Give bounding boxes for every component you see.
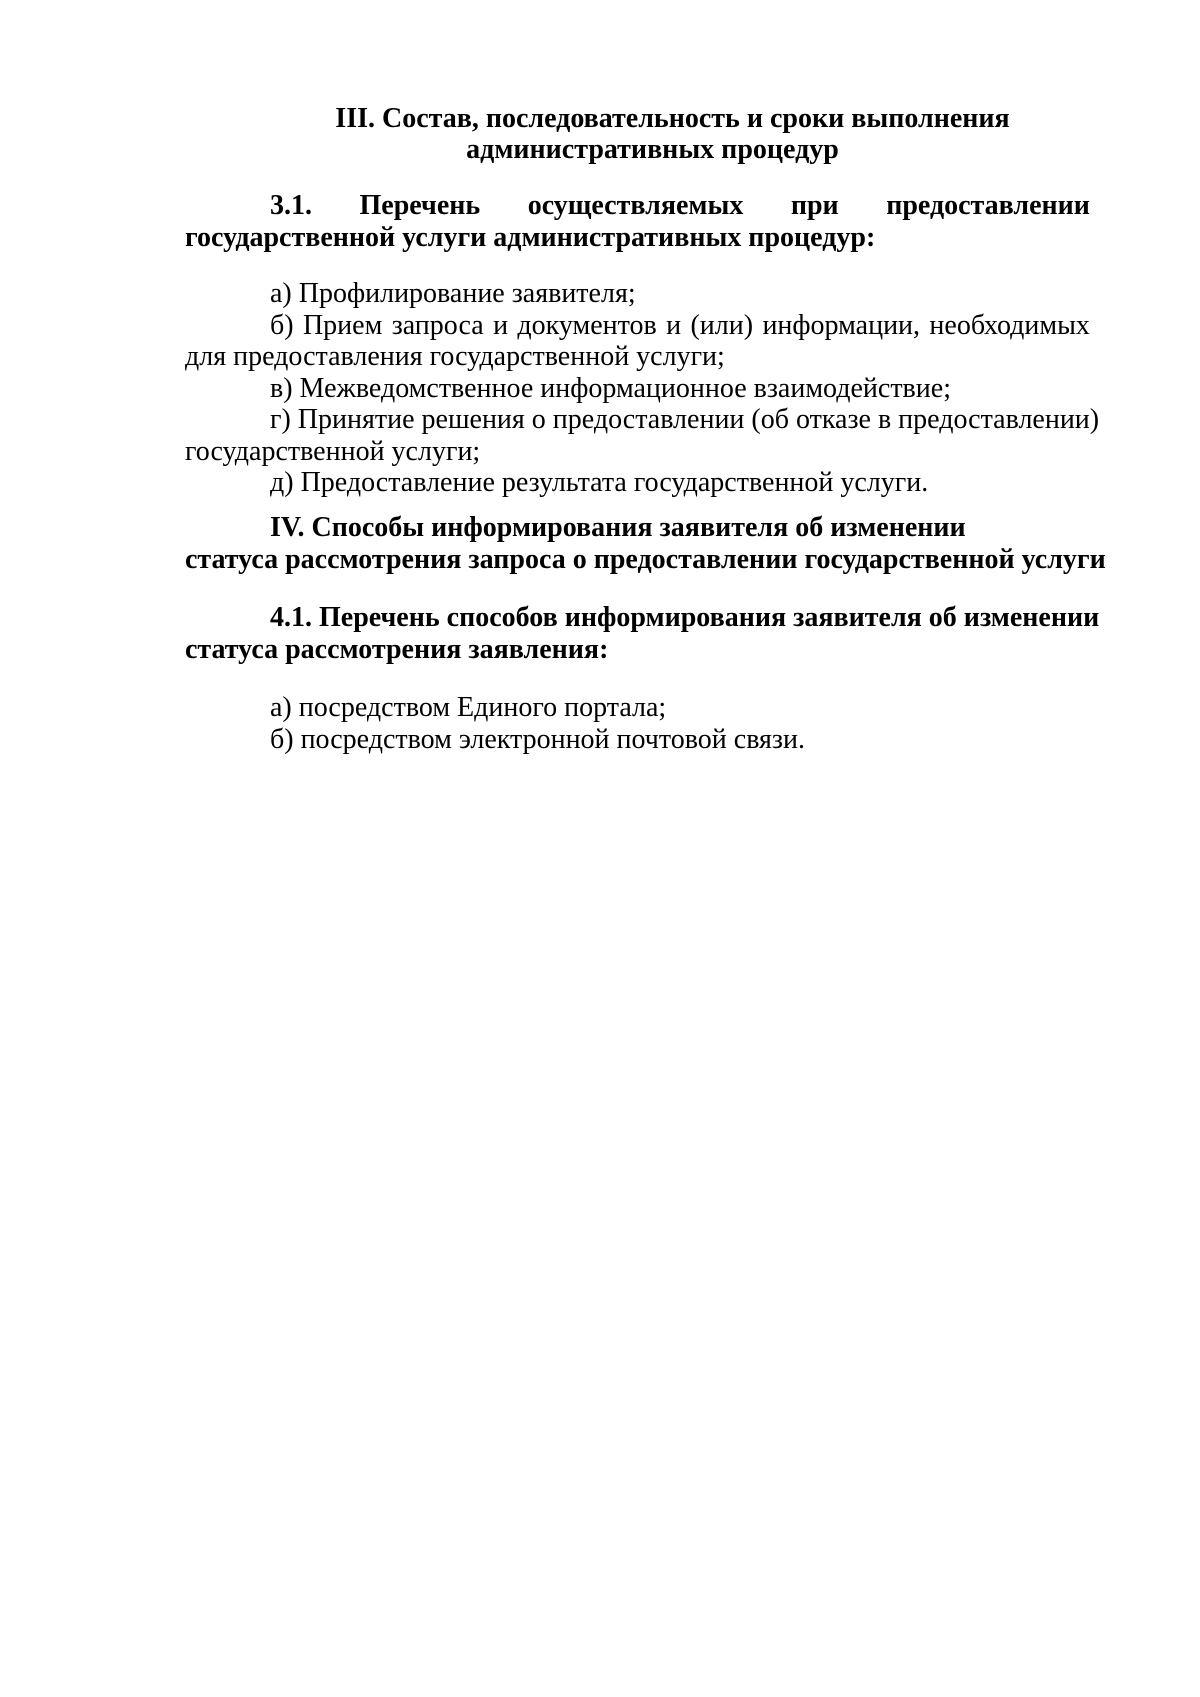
subsection-4-1-line-1: 4.1. Перечень способов информирования заявителя об изменении bbox=[270, 602, 1100, 633]
notification-methods-list bbox=[185, 692, 1090, 755]
subsection-4-1-heading bbox=[185, 602, 1100, 666]
method-item-b: б) посредством электронной почтовой связи. bbox=[270, 723, 805, 755]
section-3-heading-line-1: III. Состав, последовательность и сроки выполнения bbox=[335, 103, 1010, 134]
list-item-d: д) Предоставление результата государственной услуги. bbox=[270, 467, 929, 498]
list-item-b-line-1 bbox=[185, 310, 1090, 342]
section-4-heading-line-2: статуса рассмотрения запроса о предоставлении государственной услуги bbox=[185, 544, 1106, 575]
section-4-heading-line-1: IV. Способы информирования заявителя об изменении bbox=[270, 512, 966, 543]
list-item-b-line-2: для предоставления государственной услуги; bbox=[185, 341, 725, 372]
list-item-g-line-1: г) Принятие решения о предоставлении (об отказе в предоставлении) bbox=[270, 404, 1100, 435]
subsection-3-1-line-1 bbox=[185, 190, 1090, 222]
subsection-3-1-word-pri: при bbox=[790, 190, 839, 221]
subsection-3-1-line-2: государственной услуги административных процедур: bbox=[185, 222, 876, 253]
section-4-heading bbox=[185, 512, 1106, 576]
list-item-b-word: запроса bbox=[391, 309, 484, 341]
list-item-b-word: и bbox=[666, 309, 682, 341]
list-item-b-word: и bbox=[493, 309, 509, 341]
list-item-b-word: Прием bbox=[302, 309, 383, 341]
list-item-b-word: документов bbox=[517, 309, 657, 341]
section-3-heading bbox=[185, 103, 1090, 165]
list-item-b-word: информации, bbox=[762, 309, 921, 341]
subsection-3-1-word-osushchestvlyaemykh: осуществляемых bbox=[527, 190, 744, 221]
subsection-3-1-word-predostavlenii: предоставлении bbox=[886, 190, 1090, 221]
list-item-b-word: (или) bbox=[690, 309, 754, 341]
list-item-v: в) Межведомственное информационное взаимодействие; bbox=[270, 372, 951, 404]
subsection-3-1-heading bbox=[185, 190, 1090, 254]
method-item-a: а) посредством Единого портала; bbox=[270, 692, 667, 723]
procedures-list bbox=[185, 278, 1100, 499]
subsection-3-1-word-perechen: Перечень bbox=[359, 190, 481, 221]
list-item-b-word: необходимых bbox=[929, 309, 1090, 341]
list-item-a: а) Профилирование заявителя; bbox=[270, 278, 636, 309]
subsection-3-1-word-number: 3.1. bbox=[270, 190, 312, 221]
section-3-heading-line-2: административных процедур bbox=[466, 134, 839, 165]
list-item-g-line-2: государственной услуги; bbox=[185, 435, 481, 467]
subsection-4-1-line-2: статуса рассмотрения заявления: bbox=[185, 634, 609, 665]
list-item-b-word: б) bbox=[270, 309, 294, 341]
